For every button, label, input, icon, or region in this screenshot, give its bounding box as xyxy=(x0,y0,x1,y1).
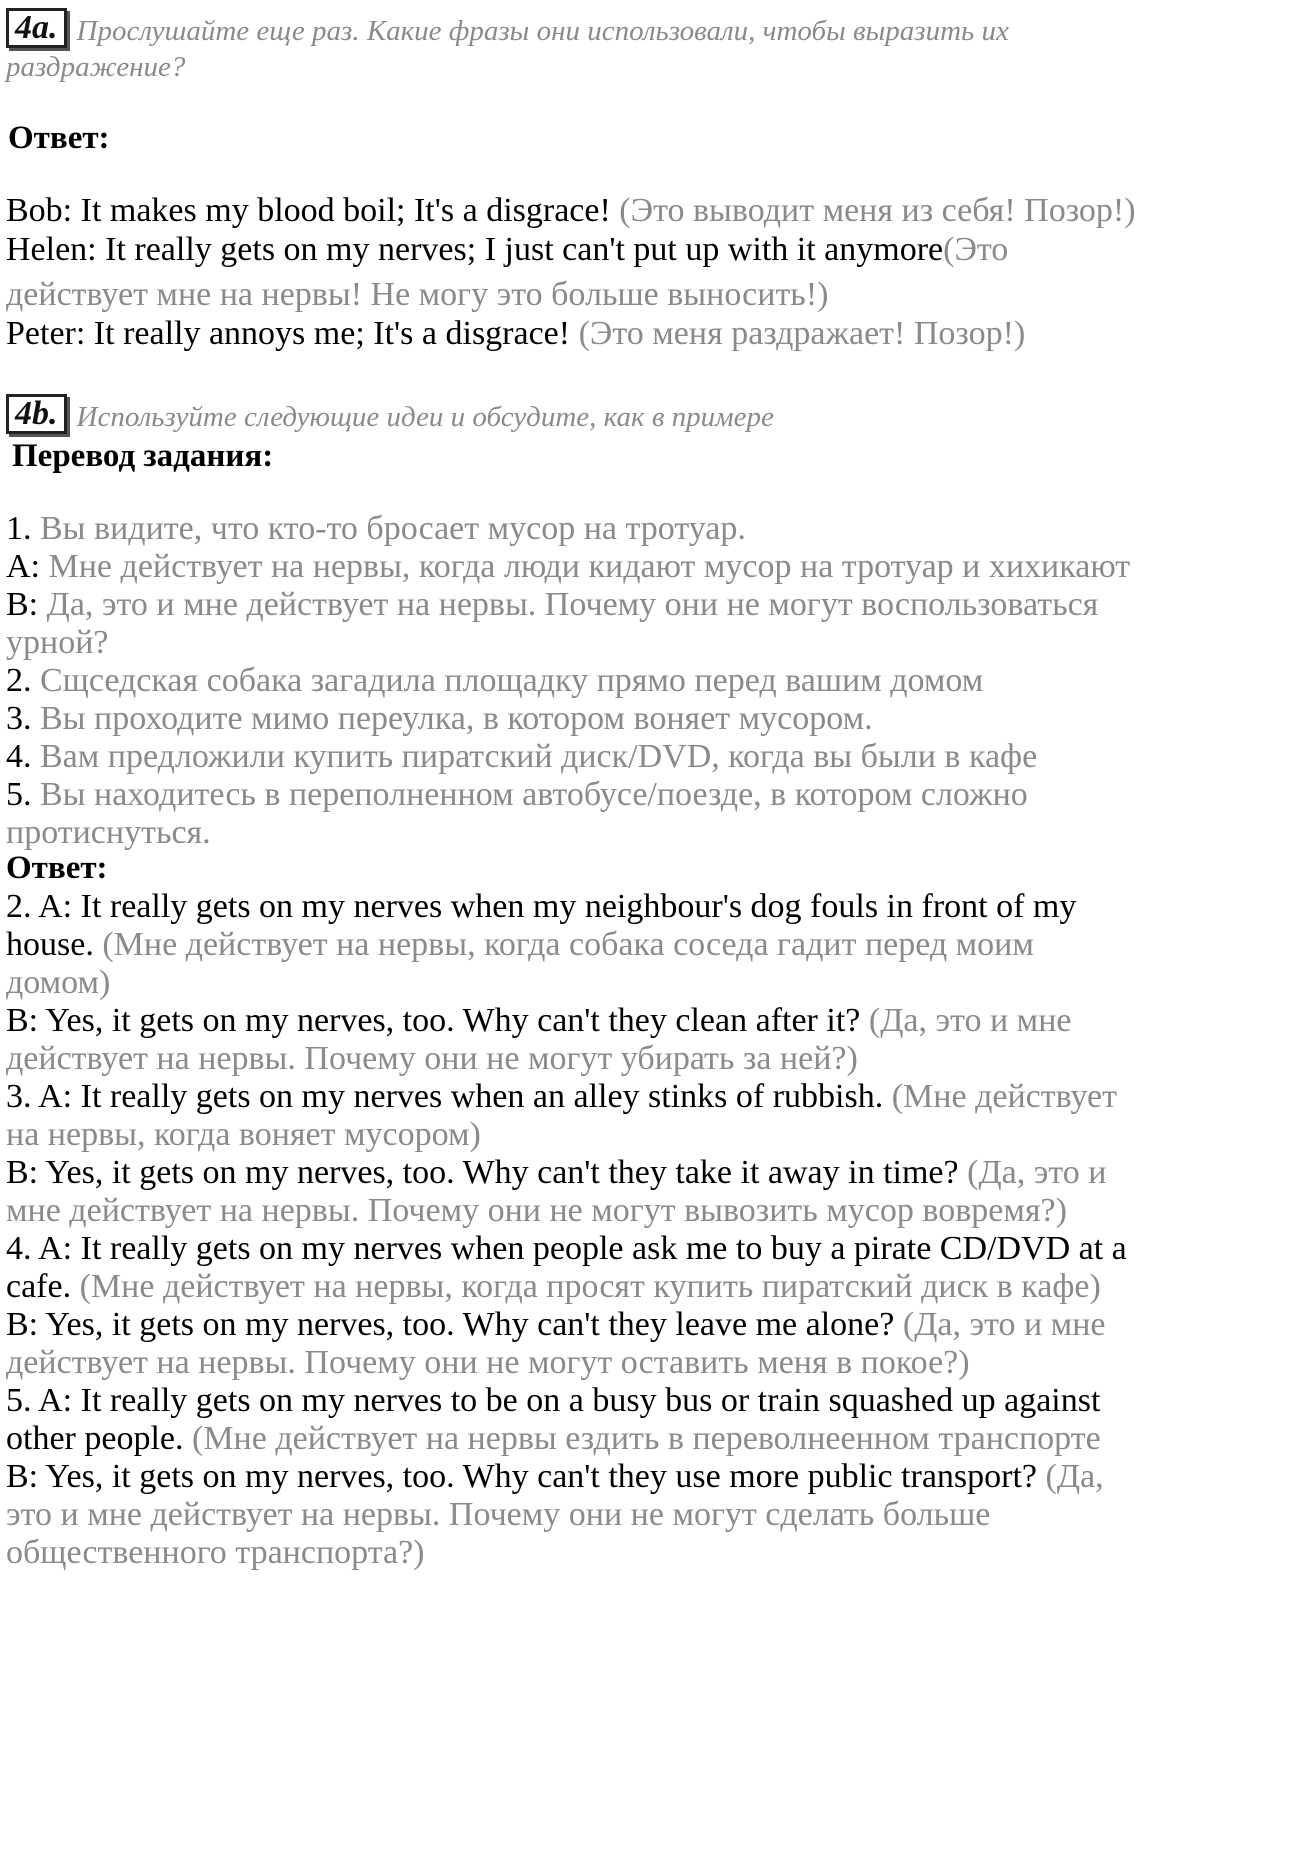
line-en-text: 2. A: It really gets on my nerves when my neighbour's dog fouls in front of my xyxy=(6,888,1077,925)
task-4b-answer-label: Ответ: xyxy=(6,850,108,886)
line-text: Вы видите, что кто-то бросает мусор на тротуар. xyxy=(40,510,746,547)
line-text: урной? xyxy=(6,624,109,661)
task-4a-line xyxy=(6,311,1025,356)
line-text: Да, это и мне действует на нервы. Почему они не могут воспользоваться xyxy=(46,586,1099,623)
line-text: Сщседская собака загадила площадку прямо перед вашим домом xyxy=(40,662,984,699)
line-ru-translation: (Да, это и мне xyxy=(868,1002,1072,1039)
line-prefix: 5. xyxy=(6,776,40,813)
line-prefix: B: xyxy=(6,586,47,623)
line-ru-translation: (Мне действует на нервы, когда собака соседа гадит перед моим xyxy=(102,926,1034,963)
line-en-text: B: Yes, it gets on my nerves, too. Why can't they clean after it? xyxy=(6,1002,869,1039)
task-4b-instruction-row xyxy=(6,394,774,437)
task-4a-badge: 4a. xyxy=(6,8,67,48)
line-ru-translation: это и мне действует на нервы. Почему они не могут сделать больше xyxy=(6,1496,991,1533)
line-en-text: B: Yes, it gets on my nerves, too. Why can't they take it away in time? xyxy=(6,1154,968,1191)
task-4a-instruction-line1: Прослушайте еще раз. Какие фразы они использовали, чтобы выразить их xyxy=(76,15,1009,47)
line-en-text: Helen: It really gets on my nerves; I just can't put up with it anymore xyxy=(6,231,944,268)
line-en-text: 5. A: It really gets on my nerves to be on a busy bus or train squashed up against xyxy=(6,1382,1101,1419)
line-ru-translation: (Мне действует на нервы, когда просят купить пиратский диск в кафе) xyxy=(79,1268,1101,1305)
line-en-text: B: Yes, it gets on my nerves, too. Why can't they use more public transport? xyxy=(6,1458,1046,1495)
line-prefix: 1. xyxy=(6,510,40,547)
line-prefix: 4. xyxy=(6,738,40,775)
line-ru-translation: (Это меня раздражает! Позор!) xyxy=(578,315,1026,352)
line-text: Вы проходите мимо переулка, в котором воняет мусором. xyxy=(40,700,873,737)
line-en-text: 3. A: It really gets on my nerves when an alley stinks of rubbish. xyxy=(6,1078,892,1115)
line-ru-translation: действует на нервы. Почему они не могут убирать за ней?) xyxy=(6,1040,858,1077)
line-ru-translation: (Да, xyxy=(1045,1458,1104,1495)
line-prefix: A: xyxy=(6,548,49,585)
line-ru-translation: (Мне действует xyxy=(891,1078,1118,1115)
translation-line xyxy=(6,582,1098,627)
line-en-text: 4. A: It really gets on my nerves when people ask me to buy a pirate CD/DVD at a xyxy=(6,1230,1127,1267)
task-4b-badge: 4b. xyxy=(6,394,67,434)
task-4a-instruction-line2: раздражение? xyxy=(6,51,186,83)
task-4b-instruction: Используйте следующие идеи и обсудите, как в примере xyxy=(76,401,774,433)
line-ru-translation: (Это выводит меня из себя! Позор!) xyxy=(619,192,1136,229)
line-ru-translation: (Да, это и мне xyxy=(902,1306,1106,1343)
answer-line xyxy=(6,922,1034,967)
line-en-text: Bob: It makes my blood boil; It's a disgrace! xyxy=(6,192,620,229)
line-ru-translation: (Мне действует на нервы ездить в переволнеенном транспорте xyxy=(192,1420,1101,1457)
task-4b-translation-label: Перевод задания: xyxy=(12,438,274,474)
line-en-text: cafe. xyxy=(6,1268,80,1305)
task-4a-line xyxy=(6,227,1008,272)
line-en-text: other people. xyxy=(6,1420,192,1457)
line-prefix: 3. xyxy=(6,700,40,737)
line-ru-translation: на нервы, когда воняет мусором) xyxy=(6,1116,481,1153)
task-4a-heading xyxy=(6,8,1296,87)
line-text: Мне действует на нервы, когда люди кидают мусор на тротуар и хихикают xyxy=(48,548,1131,585)
line-text: Вы находитесь в переполненном автобусе/поезде, в котором сложно xyxy=(40,776,1028,813)
line-text: Вам предложили купить пиратский диск/DVD, когда вы были в кафе xyxy=(40,738,1038,775)
answer-line xyxy=(6,1530,424,1575)
task-4a-answer-label: Ответ: xyxy=(8,120,110,156)
line-en-text: B: Yes, it gets on my nerves, too. Why can't they leave me alone? xyxy=(6,1306,903,1343)
line-ru-translation: (Это xyxy=(943,231,1009,268)
line-prefix: 2. xyxy=(6,662,40,699)
line-ru-translation: домом) xyxy=(6,964,111,1001)
line-ru-translation: (Да, это и xyxy=(967,1154,1107,1191)
line-ru-translation: действует мне на нервы! Не могу это больше выносить!) xyxy=(6,276,829,313)
line-ru-translation: действует на нервы. Почему они не могут оставить меня в покое?) xyxy=(6,1344,970,1381)
line-ru-translation: общественного транспорта?) xyxy=(6,1534,425,1571)
line-en-text: Peter: It really annoys me; It's a disgrace! xyxy=(6,315,579,352)
task-4a-instruction-row xyxy=(6,8,1296,51)
line-en-text: house. xyxy=(6,926,103,963)
line-ru-translation: мне действует на нервы. Почему они не могут вывозить мусор вовремя?) xyxy=(6,1192,1067,1229)
line-text: протиснуться. xyxy=(6,814,211,851)
